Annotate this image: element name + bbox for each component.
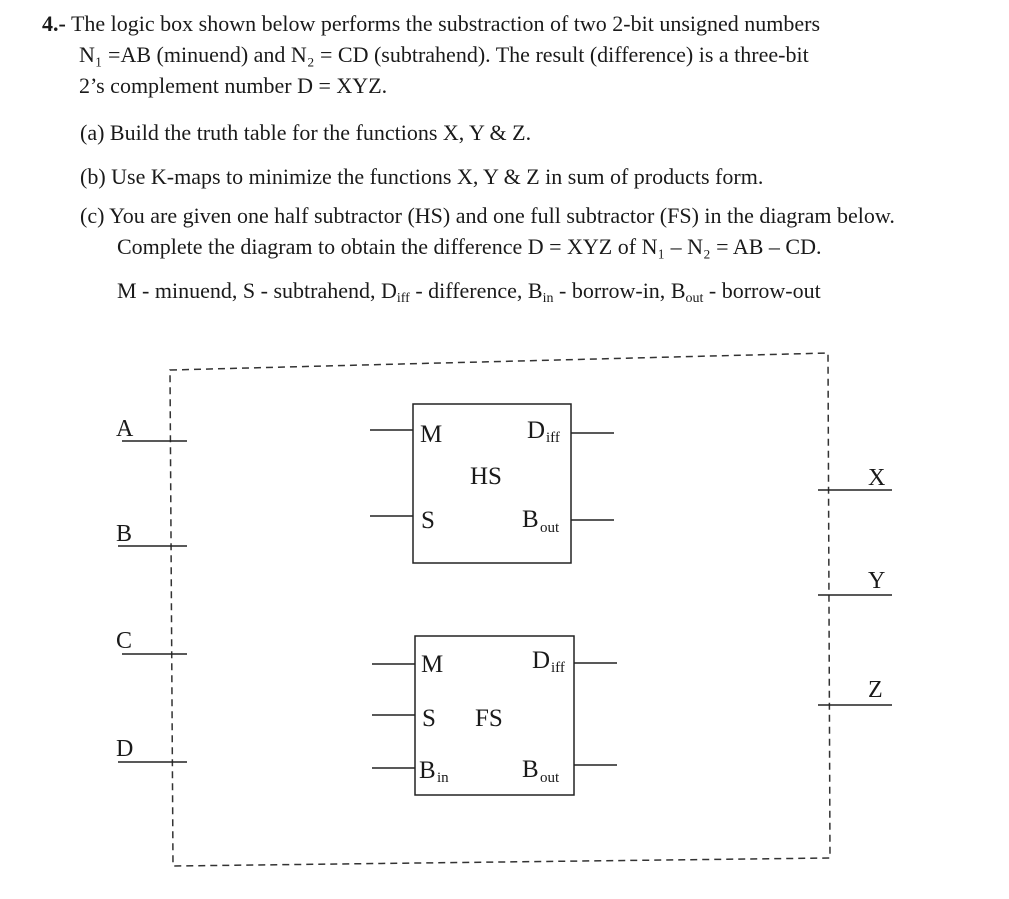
hs-s-port: S — [421, 507, 435, 534]
svg-text:Y: Y — [868, 568, 886, 594]
hs-diff-port: D — [527, 417, 546, 444]
hs-m-port: M — [420, 421, 443, 448]
hs-bout-sub: out — [540, 520, 560, 536]
part-c-text-1: You are given one half subtractor (HS) and one full subtractor (FS) in the diagram below. — [109, 203, 895, 228]
full-subtractor — [372, 636, 617, 795]
fs-name: FS — [475, 705, 503, 732]
fs-bin-port: B — [419, 757, 436, 784]
input-pin-a — [116, 416, 187, 442]
half-subtractor — [370, 404, 614, 563]
svg-text:A: A — [116, 416, 134, 442]
svg-text:C: C — [116, 628, 133, 654]
fs-m-port: M — [421, 651, 444, 678]
hs-diff-sub: iff — [546, 430, 560, 446]
fs-s-port: S — [422, 705, 436, 732]
statement-line-2: N₁ =AB (minuend) and N₂ = CD (subtrahend). The result (difference) is a three-bit — [79, 42, 809, 67]
fs-diff-port: D — [532, 647, 551, 674]
fs-bout-port: B — [522, 756, 539, 783]
part-a-text: Build the truth table for the functions X, Y & Z. — [109, 120, 532, 145]
part-b-text: Use K-maps to minimize the functions X, Y & Z in sum of products form. — [111, 164, 764, 189]
svg-text:X: X — [868, 465, 886, 491]
svg-text:D: D — [116, 736, 134, 762]
problem-number: 4.- — [42, 11, 66, 36]
part-b-label: (b) — [80, 164, 106, 189]
svg-text:B: B — [116, 521, 133, 547]
input-pin-b — [116, 521, 187, 547]
part-c-label: (c) — [80, 203, 105, 228]
fs-bin-sub: in — [437, 770, 449, 786]
fs-bout-sub: out — [540, 770, 560, 786]
input-pin-c — [116, 628, 187, 654]
statement-line-3: 2’s complement number D = XYZ. — [79, 73, 388, 98]
logic-box-boundary — [170, 353, 830, 866]
svg-text:Z: Z — [868, 677, 883, 703]
statement-line-1: 4.- The logic box shown below performs the substraction of two 2-bit unsigned numbers — [42, 11, 821, 36]
input-pin-d — [116, 736, 187, 762]
hs-name: HS — [470, 463, 502, 490]
part-c-line-2: Complete the diagram to obtain the difference D = XYZ of N₁ – N₂ = AB – CD. — [117, 234, 822, 259]
fs-diff-sub: iff — [551, 660, 565, 676]
legend: M - minuend, S - subtrahend, $D_{iff}$ - difference, $B_{in}$ - borrow-in, $B_{out}$ - borrow-out — [117, 278, 821, 306]
part-a-label: (a) — [80, 120, 105, 145]
hs-bout-port: B — [522, 506, 539, 533]
